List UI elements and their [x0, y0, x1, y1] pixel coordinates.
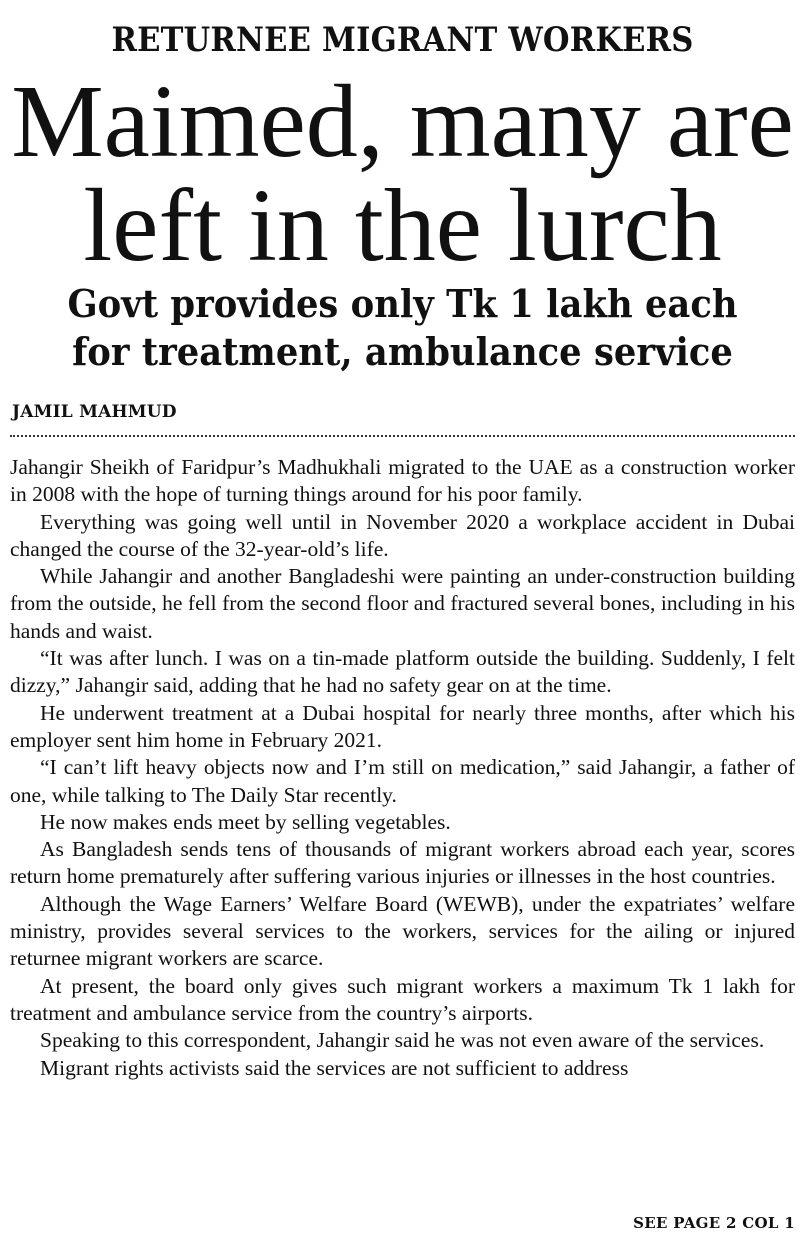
body-paragraph: Migrant rights activists said the services are not sufficient to address	[40, 1055, 629, 1080]
subheadline	[10, 280, 795, 376]
article-body	[10, 454, 795, 1082]
headline-line-2: left in the lurch	[83, 168, 722, 283]
dotted-divider	[10, 435, 795, 437]
headline-line-1: Maimed, many are	[11, 64, 794, 179]
body-paragraph: Everything was going well until in November 2020 a workplace accident in Dubai changed the course of the 32-year-old’s life.	[10, 509, 795, 561]
body-paragraph: As Bangladesh sends tens of thousands of migrant workers abroad each year, scores return home prematurely after suffering various injuries or illnesses in the host countries.	[10, 837, 795, 889]
headline	[10, 64, 795, 283]
body-paragraph: He underwent treatment at a Dubai hospital for nearly three months, after which his employer sent him home in February 2021.	[10, 700, 795, 752]
body-paragraph: Although the Wage Earners’ Welfare Board (WEWB), under the expatriates’ welfare ministry, provides several services to the workers, services for the ailing or injured returnee migrant workers are scarce.	[10, 891, 795, 971]
continued-jump-line: SEE PAGE 2 COL 1	[633, 1214, 795, 1232]
body-paragraph: He now makes ends meet by selling vegetables.	[40, 809, 451, 834]
body-paragraph: “It was after lunch. I was on a tin-made platform outside the building. Suddenly, I felt dizzy,” Jahangir said, adding that he had no safety gear on at the time.	[10, 646, 795, 698]
body-paragraph: Jahangir Sheikh of Faridpur’s Madhukhali migrated to the UAE as a construction worker in 2008 with the hope of turning things around for his poor family.	[10, 455, 795, 507]
kicker: RETURNEE MIGRANT WORKERS	[111, 20, 694, 60]
news-article	[10, 0, 795, 1251]
subheadline-line-2: for treatment, ambulance service	[72, 329, 733, 374]
body-paragraph: Speaking to this correspondent, Jahangir said he was not even aware of the services.	[40, 1028, 765, 1053]
subheadline-line-1: Govt provides only Tk 1 lakh each	[67, 281, 738, 326]
byline: JAMIL MAHMUD	[12, 402, 177, 422]
body-paragraph: While Jahangir and another Bangladeshi were painting an under-construction building from the outside, he fell from the second floor and fractured several bones, including in his hands and waist.	[10, 564, 795, 643]
body-paragraph: “I can’t lift heavy objects now and I’m still on medication,” said Jahangir, a father of one, while talking to The Daily Star recently.	[10, 755, 795, 807]
body-paragraph: At present, the board only gives such migrant workers a maximum Tk 1 lakh for treatment and ambulance service from the country’s airports.	[10, 973, 795, 1025]
